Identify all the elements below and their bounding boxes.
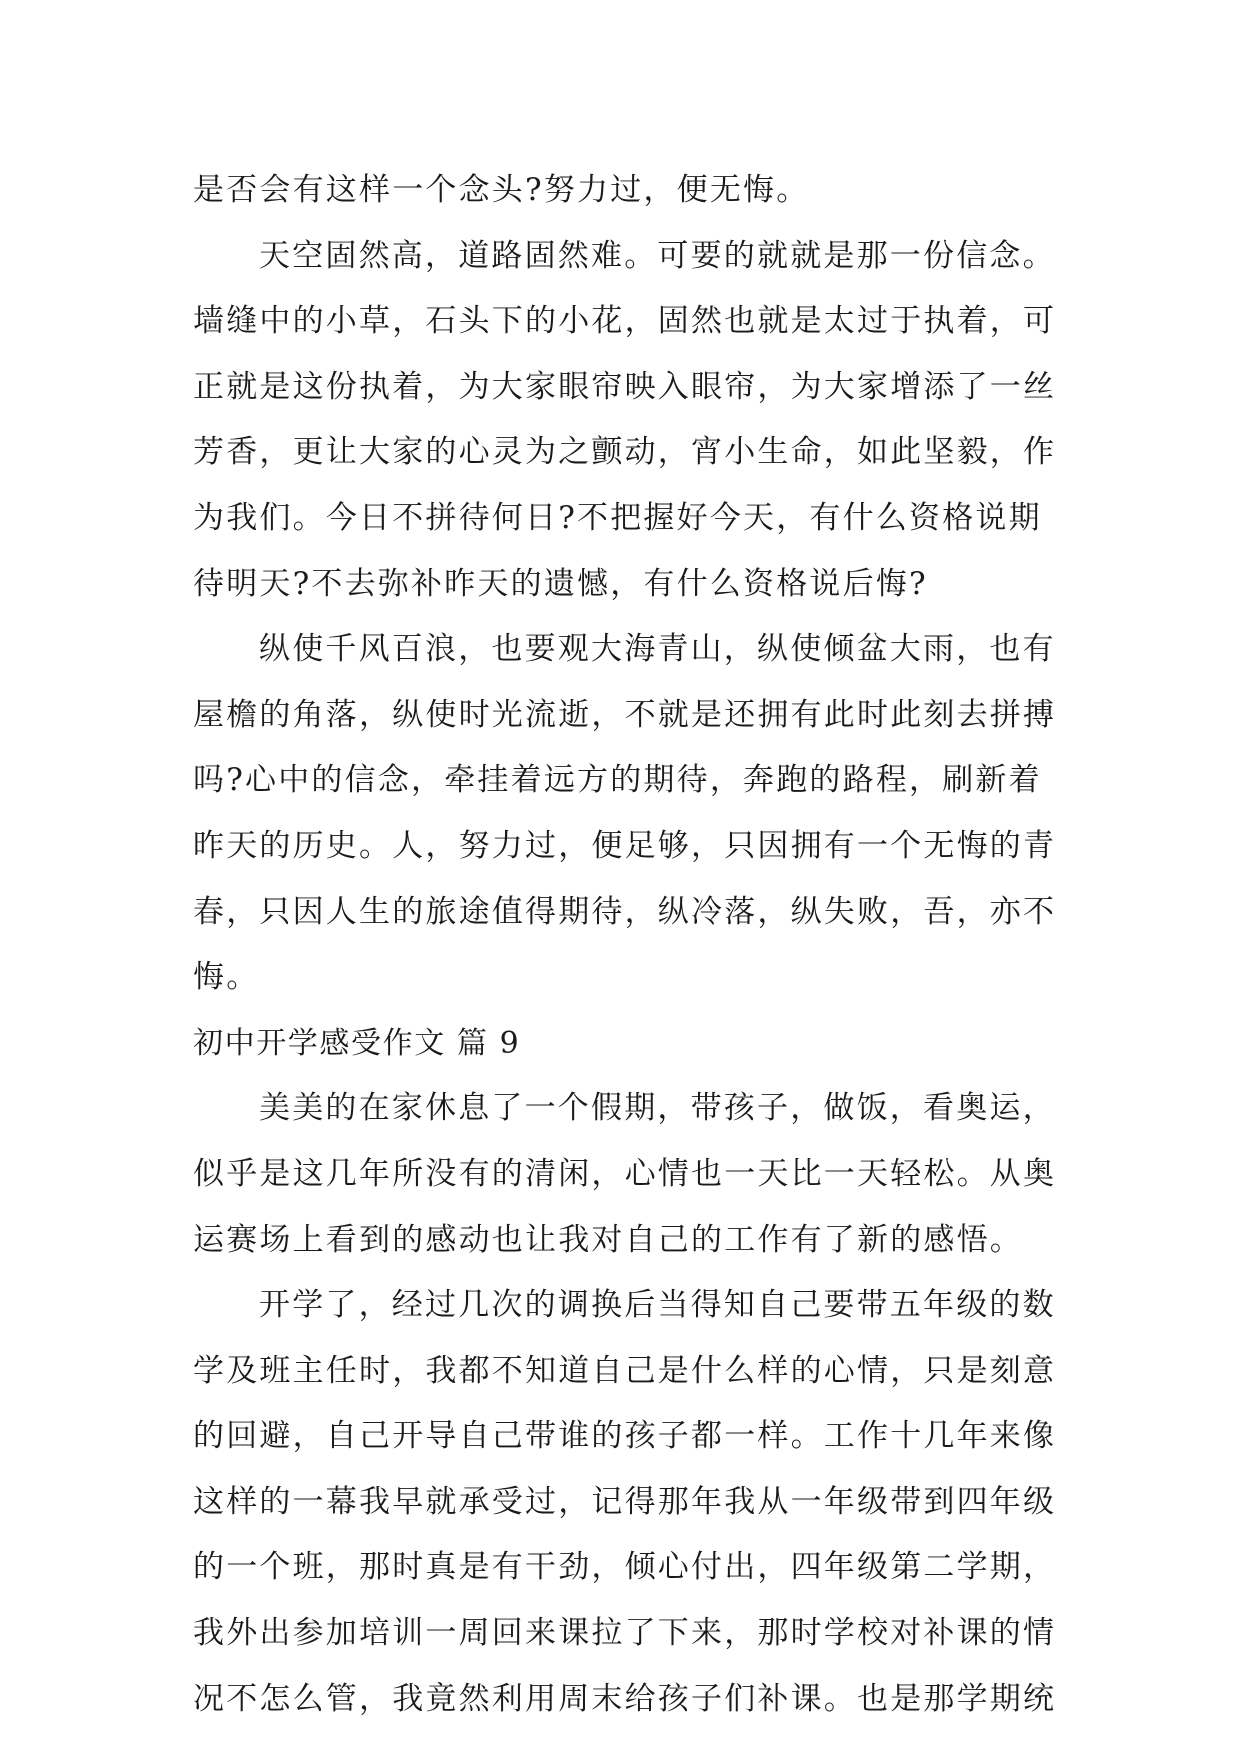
paragraph-first-line: 开学了，经过几次的调换后当得知自己要带五年级的数 [259, 1287, 1056, 1324]
text-line: 春，只因人生的旅途值得期待，纵冷落，纵失败，吾，亦不 [193, 893, 1057, 930]
text-line: 吗?心中的信念，牵挂着远方的期待，奔跑的路程，刷新着 [193, 762, 1042, 799]
text-line: 屋檐的角落，纵使时光流逝，不就是还拥有此时此刻去拼搏 [193, 696, 1057, 733]
text-line: 的一个班，那时真是有干劲，倾心付出，四年级第二学期， [193, 1549, 1057, 1586]
section-heading: 初中开学感受作文 篇 9 [193, 1025, 521, 1061]
text-line: 运赛场上看到的感动也让我对自己的工作有了新的感悟。 [193, 1221, 1023, 1258]
text-line: 的回避，自己开导自己带谁的孩子都一样。工作十几年来像 [193, 1418, 1057, 1455]
text-line: 墙缝中的小草，石头下的小花，固然也就是太过于执着，可 [193, 303, 1057, 340]
paragraph-first-line: 纵使千风百浪，也要观大海青山，纵使倾盆大雨，也有 [259, 631, 1056, 668]
text-line: 这样的一幕我早就承受过，记得那年我从一年级带到四年级 [193, 1483, 1057, 1520]
text-line: 似乎是这几年所没有的清闲，心情也一天比一天轻松。从奥 [193, 1155, 1057, 1192]
body-text [193, 158, 1073, 1732]
text-line: 昨天的历史。人，努力过，便足够，只因拥有一个无悔的青 [193, 827, 1057, 864]
paragraph-first-line: 天空固然高，道路固然难。可要的就就是那一份信念。 [259, 237, 1056, 274]
text-line: 是否会有这样一个念头?努力过，便无悔。 [193, 172, 810, 208]
text-line: 况不怎么管，我竟然利用周末给孩子们补课。也是那学期统 [193, 1680, 1057, 1717]
text-line: 为我们。今日不拼待何日?不把握好今天，有什么资格说期 [193, 499, 1042, 536]
text-line: 学及班主任时，我都不知道自己是什么样的心情，只是刻意 [193, 1352, 1057, 1389]
text-line: 待明天?不去弥补昨天的遗憾，有什么资格说后悔? [193, 565, 928, 602]
text-line: 芳香，更让大家的心灵为之颤动，宵小生命，如此坚毅，作 [193, 434, 1057, 471]
text-line: 我外出参加培训一周回来课拉了下来，那时学校对补课的情 [193, 1615, 1057, 1652]
text-line: 正就是这份执着，为大家眼帘映入眼帘，为大家增添了一丝 [193, 368, 1057, 405]
text-line: 悔。 [193, 959, 260, 996]
paragraph-first-line: 美美的在家休息了一个假期，带孩子，做饭，看奥运， [259, 1090, 1056, 1127]
